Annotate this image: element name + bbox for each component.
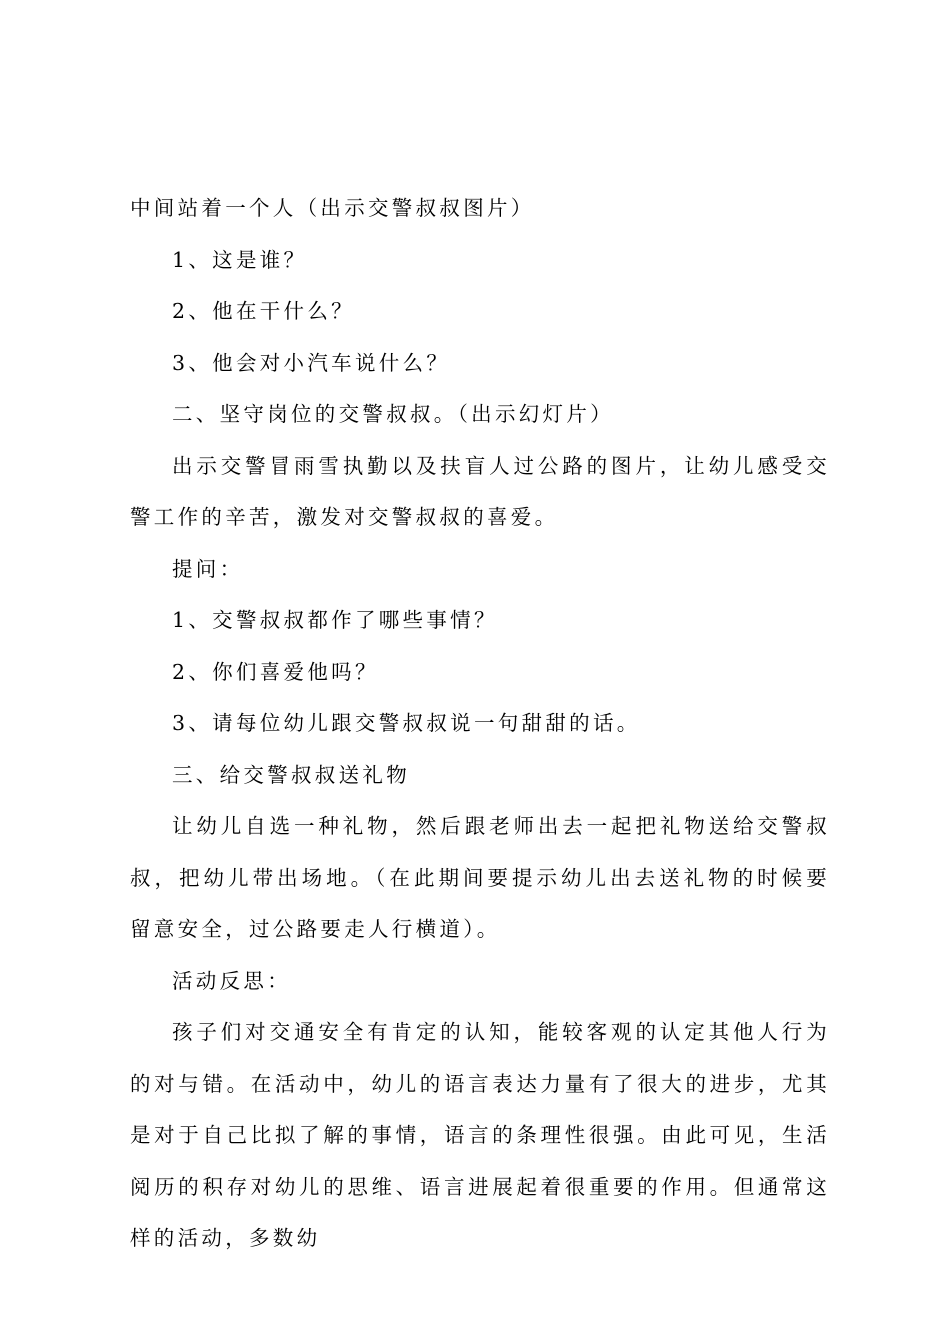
paragraph-3: 2、他在干什么？ (172, 299, 355, 323)
paragraph-14: 孩子们对交通安全有肯定的认知，能较客观的认定其他人行为的对与错。在活动中，幼儿的语言表达力量有了很大的进步，尤其是对于自己比拟了解的事情，语言的条理性很强。由此可见，生活阅历的积存对幼儿的思维、语言进展起着很重要的作用。但通常这样的活动，多数幼 (130, 1020, 830, 1250)
paragraph-7: 提问： (172, 556, 244, 581)
paragraph-9: 2、你们喜爱他吗？ (172, 659, 379, 684)
section-heading-3: 三、给交警叔叔送礼物 (172, 762, 410, 787)
paragraph-10: 3、请每位幼儿跟交警叔叔说一句甜甜的话。 (172, 711, 641, 735)
paragraph-13: 活动反思： (172, 968, 291, 993)
paragraph-4: 3、他会对小汽车说什么？ (172, 350, 451, 375)
paragraph-12: 让幼儿自选一种礼物，然后跟老师出去一起把礼物送给交警叔叔，把幼儿带出场地。（在此期间要提示幼儿出去送礼物的时候要留意安全，过公路要走人行横道）。 (130, 814, 830, 941)
paragraph-6: 出示交警冒雨雪执勤以及扶盲人过公路的图片，让幼儿感受交警工作的辛苦，激发对交警叔叔的喜爱。 (130, 453, 830, 529)
document-body (130, 183, 830, 1265)
paragraph-1: 中间站着一个人（出示交警叔叔图片） (130, 196, 535, 220)
section-heading-2: 二、坚守岗位的交警叔叔。（出示幻灯片） (172, 402, 614, 426)
paragraph-8: 1、交警叔叔都作了哪些事情？ (172, 608, 498, 632)
paragraph-2: 1、这是谁？ (172, 247, 308, 272)
